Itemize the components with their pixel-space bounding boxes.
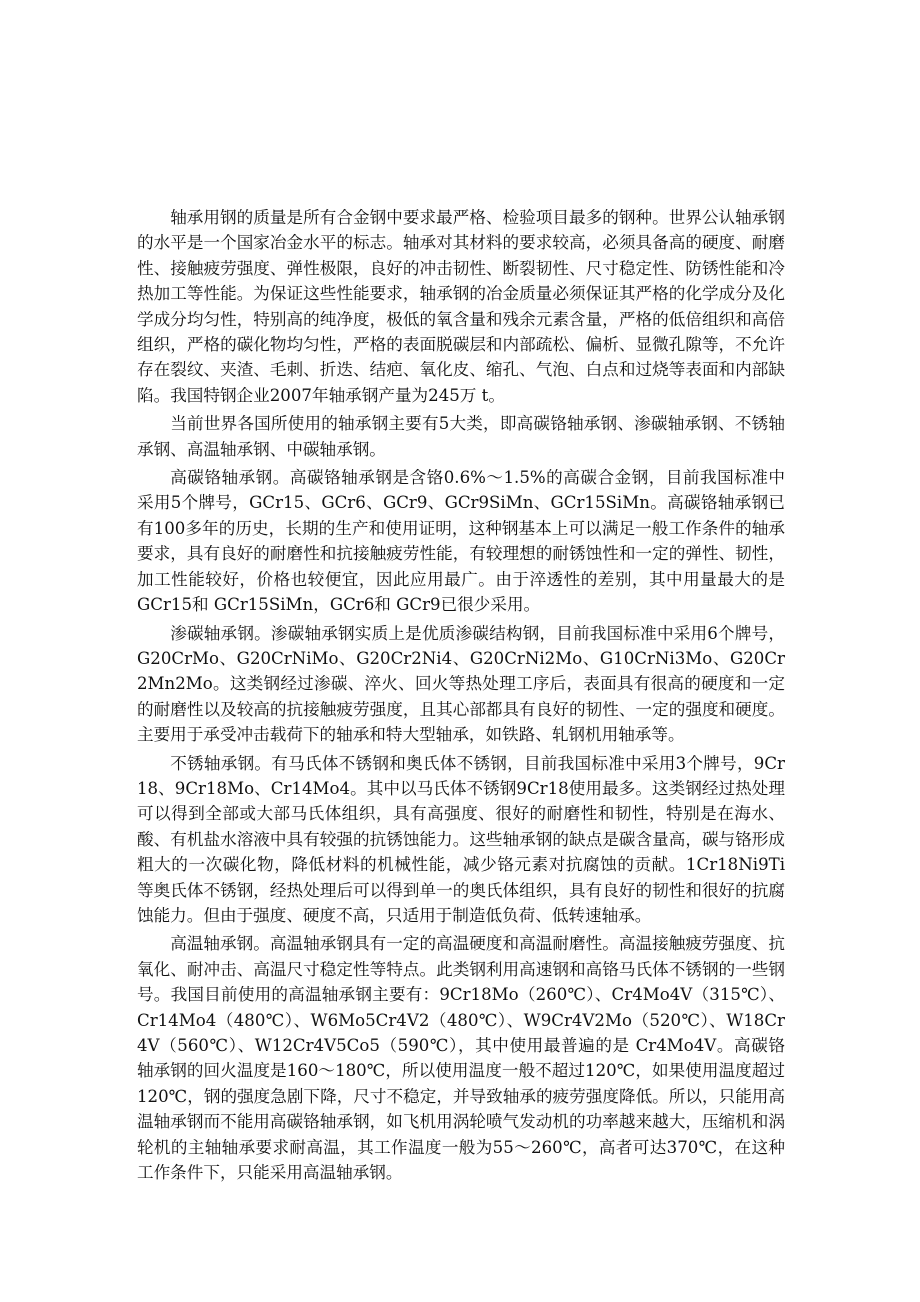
paragraph-categories: 当前世界各国所使用的轴承钢主要有5大类，即高碳铬轴承钢、渗碳轴承钢、不锈轴承钢、高温轴承钢、中碳轴承钢。 (137, 414, 785, 459)
document-body (137, 205, 785, 1188)
paragraph-intro: 轴承用钢的质量是所有合金钢中要求最严格、检验项目最多的钢种。世界公认轴承钢的水平是一个国家冶金水平的标志。轴承对其材料的要求较高，必须具备高的硬度、耐磨性、接触疲劳强度、弹性极限，良好的冲击韧性、断裂韧性、尺寸稳定性、防锈性能和冷热加工等性能。为保证这些性能要求，轴承钢的冶金质量必须保证其严格的化学成分及化学成分均匀性，特别高的纯净度，极低的氧含量和残余元素含量，严格的低倍组织和高倍组织，严格的碳化物均匀性，严格的表面脱碳层和内部疏松、偏析、显微孔隙等，不允许存在裂纹、夹渣、毛刺、折迭、结疤、氧化皮、缩孔、气泡、白点和过烧等表面和内部缺陷。我国特钢企业2007年轴承钢产量为245万 t。 (137, 208, 785, 405)
paragraph-carburizing: 渗碳轴承钢。渗碳轴承钢实质上是优质渗碳结构钢，目前我国标准中采用6个牌号，G20CrMo、G20CrNiMo、G20Cr2Ni4、G20CrNi2Mo、G10CrNi3Mo、G20Cr2Mn2Mo。这类钢经过渗碳、淬火、回火等热处理工序后，表面具有很高的硬度和一定的耐磨性以及较高的抗接触疲劳强度，且其心部都具有良好的韧性、一定的强度和硬度。主要用于承受冲击载荷下的轴承和特大型轴承，如铁路、轧钢机用轴承等。 (137, 623, 785, 745)
paragraph-high-carbon-chromium: 高碳铬轴承钢。高碳铬轴承钢是含铬0.6%～1.5%的高碳合金钢，目前我国标准中采用5个牌号，GCr15、GCr6、GCr9、GCr9SiMn、GCr15SiMn。高碳铬轴承钢已有100多年的历史，长期的生产和使用证明，这种钢基本上可以满足一般工作条件的轴承要求，具有良好的耐磨性和抗接触疲劳性能，有较理想的耐锈蚀性和一定的弹性、韧性，加工性能较好，价格也较便宜，因此应用最广。由于淬透性的差别，其中用量最大的是 GCr15和 GCr15SiMn，GCr6和 GCr9已很少采用。 (137, 468, 785, 615)
paragraph-high-temperature: 高温轴承钢。高温轴承钢具有一定的高温硬度和高温耐磨性。高温接触疲劳强度、抗氧化、耐冲击、高温尺寸稳定性等特点。此类钢利用高速钢和高铬马氏体不锈钢的一些钢号。我国目前使用的高温轴承钢主要有：9Cr18Mo（260℃）、Cr4Mo4V（315℃）、Cr14Mo4（480℃）、W6Mo5Cr4V2（480℃）、W9Cr4V2Mo（520℃）、W18Cr4V（560℃）、W12Cr4V5Co5（590℃），其中使用最普遍的是 Cr4Mo4V。高碳铬轴承钢的回火温度是160～180℃，所以使用温度一般不超过120℃，如果使用温度超过120℃，钢的强度急剧下降，尺寸不稳定，并导致轴承的疲劳强度降低。所以，只能用高温轴承钢而不能用高碳铬轴承钢，如飞机用涡轮喷气发动机的功率越来越大，压缩机和涡轮机的主轴轴承要求耐高温，其工作温度一般为55～260℃，高者可达370℃，在这种工作条件下，只能采用高温轴承钢。 (137, 934, 785, 1183)
paragraph-stainless: 不锈轴承钢。有马氏体不锈钢和奥氏体不锈钢，目前我国标准中采用3个牌号，9Cr18、9Cr18Mo、Cr14Mo4。其中以马氏体不锈钢9Cr18使用最多。这类钢经过热处理可以得到全部或大部马氏体组织，具有高强度、很好的耐磨性和韧性，特别是在海水、酸、有机盐水溶液中具有较强的抗锈蚀能力。这些轴承钢的缺点是碳含量高，碳与铬形成粗大的一次碳化物，降低材料的机械性能，减少铬元素对抗腐蚀的贡献。1Cr18Ni9Ti 等奥氏体不锈钢，经热处理后可以得到单一的奥氏体组织，具有良好的韧性和很好的抗腐蚀能力。但由于强度、硬度不高，只适用于制造低负荷、低转速轴承。 (137, 753, 785, 925)
